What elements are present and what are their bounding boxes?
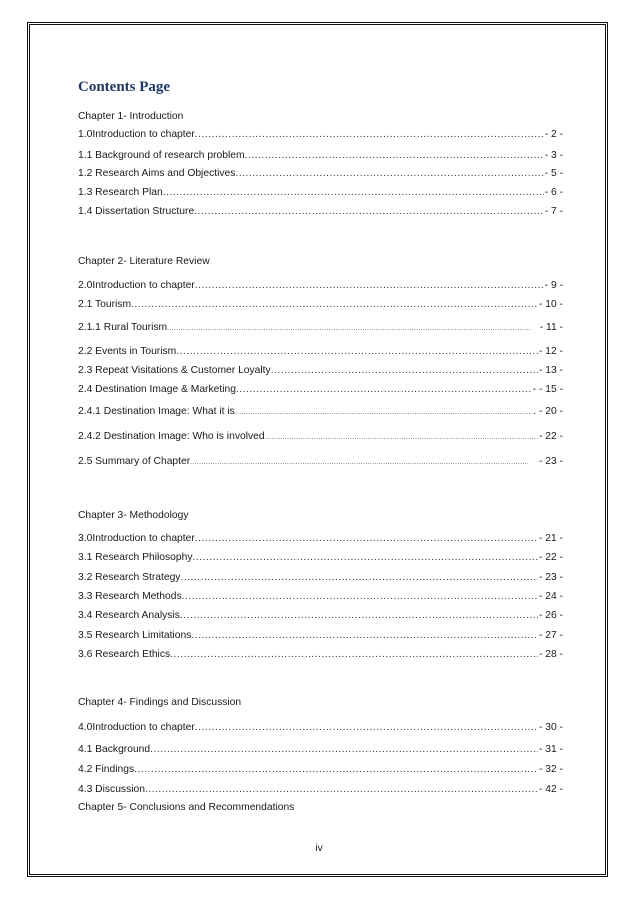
entry-text: 2.4 Destination Image & Marketing bbox=[78, 384, 236, 395]
entry-page: - 21 - bbox=[538, 533, 563, 544]
entry-page: - 31 - bbox=[538, 744, 563, 755]
entry-text: 2.1.1 Rural Tourism bbox=[78, 322, 168, 333]
entry-text: 2.2 Events in Tourism bbox=[78, 346, 177, 357]
chapter-5-title: Chapter 5- Conclusions and Recommendations bbox=[78, 802, 295, 813]
entry-text: 2.4.1 Destination Image: What it is bbox=[78, 406, 235, 417]
dot-leader bbox=[195, 129, 544, 140]
entry-text: 3.5 Research Limitations bbox=[78, 630, 192, 641]
page-title: Contents Page bbox=[78, 79, 171, 95]
toc-entry[interactable] bbox=[78, 280, 563, 291]
dot-leader bbox=[131, 299, 538, 310]
entry-number: 1.0 bbox=[78, 129, 93, 140]
toc-entry[interactable] bbox=[78, 744, 563, 755]
entry-page: - 7 - bbox=[544, 206, 563, 217]
dot-leader bbox=[145, 784, 538, 795]
dot-leader bbox=[167, 325, 530, 332]
toc-entry[interactable] bbox=[78, 168, 563, 179]
toc-entry[interactable] bbox=[78, 456, 563, 467]
entry-text: 4.1 Background bbox=[78, 744, 151, 755]
dot-leader bbox=[195, 722, 538, 733]
entry-page: - 26 - bbox=[538, 610, 563, 621]
dot-leader bbox=[236, 384, 532, 395]
toc-entry[interactable] bbox=[78, 129, 563, 140]
toc-entry[interactable] bbox=[78, 649, 563, 660]
dot-leader bbox=[190, 459, 529, 466]
dot-leader bbox=[235, 168, 543, 179]
entry-text: 1.1 Background of research problem bbox=[78, 150, 245, 161]
toc-entry[interactable] bbox=[78, 610, 563, 621]
dot-leader bbox=[195, 533, 538, 544]
entry-text: Introduction to chapter bbox=[92, 533, 195, 544]
chapter-2-title: Chapter 2- Literature Review bbox=[78, 256, 210, 267]
toc-entry[interactable] bbox=[78, 322, 563, 333]
entry-page: . - 20 - bbox=[533, 406, 563, 417]
toc-entry[interactable] bbox=[78, 591, 563, 602]
entry-page: - 22 - bbox=[538, 552, 563, 563]
entry-page: - 22 - bbox=[538, 431, 563, 442]
toc-entry[interactable] bbox=[78, 299, 563, 310]
entry-page: - 23 - bbox=[538, 456, 563, 467]
entry-text: 2.4.2 Destination Image: Who is involved bbox=[78, 431, 265, 442]
entry-page: - 28 - bbox=[538, 649, 563, 660]
dot-leader bbox=[163, 187, 544, 198]
entry-text: Introduction to chapter bbox=[92, 280, 195, 291]
toc-entry[interactable] bbox=[78, 150, 563, 161]
entry-text: 2.1 Tourism bbox=[78, 299, 132, 310]
toc-entry[interactable] bbox=[78, 346, 563, 357]
dot-leader bbox=[134, 764, 538, 775]
toc-entry[interactable] bbox=[78, 187, 563, 198]
toc-entry[interactable] bbox=[78, 572, 563, 583]
dot-leader bbox=[180, 610, 538, 621]
dot-leader bbox=[176, 346, 538, 357]
entry-page: - - 15 - bbox=[532, 384, 563, 395]
dot-leader bbox=[170, 649, 538, 660]
entry-text: 4.3 Discussion bbox=[78, 784, 145, 795]
chapter-3-title: Chapter 3- Methodology bbox=[78, 510, 189, 521]
entry-page: - 2 - bbox=[544, 129, 563, 140]
dot-leader bbox=[235, 409, 532, 416]
dot-leader bbox=[271, 365, 538, 376]
toc-entry[interactable] bbox=[78, 206, 563, 217]
page-number: iv bbox=[315, 842, 323, 854]
entry-text: 2.5 Summary of Chapter bbox=[78, 456, 191, 467]
dot-leader bbox=[265, 434, 538, 441]
entry-text: Introduction to chapter bbox=[92, 722, 195, 733]
toc-entry[interactable] bbox=[78, 552, 563, 563]
entry-text: 3.2 Research Strategy bbox=[78, 572, 181, 583]
entry-number: 4.0 bbox=[78, 722, 93, 733]
entry-text: 2.3 Repeat Visitations & Customer Loyalty bbox=[78, 365, 271, 376]
dot-leader bbox=[194, 206, 544, 217]
entry-page: - 9 - bbox=[544, 280, 563, 291]
toc-entry[interactable] bbox=[78, 533, 563, 544]
entry-text: 3.3 Research Methods bbox=[78, 591, 182, 602]
entry-page: - 13 - bbox=[538, 365, 563, 376]
entry-text: 3.1 Research Philosophy bbox=[78, 552, 193, 563]
toc-entry[interactable] bbox=[78, 431, 563, 442]
entry-page: - 30 - bbox=[538, 722, 563, 733]
chapter-4-title: Chapter 4- Findings and Discussion bbox=[78, 697, 242, 708]
entry-number: 2.0 bbox=[78, 280, 93, 291]
toc-entry[interactable] bbox=[78, 722, 563, 733]
entry-text: Introduction to chapter bbox=[92, 129, 195, 140]
dot-leader bbox=[182, 591, 538, 602]
toc-entry[interactable] bbox=[78, 384, 563, 395]
entry-page: - 6 - bbox=[544, 187, 563, 198]
entry-page: - 11 - bbox=[539, 322, 563, 333]
dot-leader bbox=[180, 572, 538, 583]
dot-leader bbox=[245, 150, 544, 161]
entry-text: 4.2 Findings bbox=[78, 764, 135, 775]
dot-leader bbox=[192, 552, 537, 563]
entry-page: - 24 - bbox=[538, 591, 563, 602]
toc-entry[interactable] bbox=[78, 406, 563, 417]
chapter-1-title: Chapter 1- Introduction bbox=[78, 111, 184, 122]
toc-entry[interactable] bbox=[78, 784, 563, 795]
entry-page: - 32 - bbox=[538, 764, 563, 775]
dot-leader bbox=[150, 744, 538, 755]
entry-number: 3.0 bbox=[78, 533, 93, 544]
entry-page: - 23 - bbox=[538, 572, 563, 583]
entry-page: - 10 - bbox=[538, 299, 563, 310]
entry-page: - 5 - bbox=[544, 168, 563, 179]
entry-page: - 27 - bbox=[538, 630, 563, 641]
dot-leader bbox=[191, 630, 538, 641]
entry-text: 3.4 Research Analysis bbox=[78, 610, 180, 621]
entry-text: 1.3 Research Plan bbox=[78, 187, 163, 198]
entry-page: - 3 - bbox=[544, 150, 563, 161]
entry-text: 1.4 Dissertation Structure bbox=[78, 206, 195, 217]
dot-leader bbox=[195, 280, 544, 291]
entry-text: 1.2 Research Aims and Objectives bbox=[78, 168, 236, 179]
toc-entry[interactable] bbox=[78, 630, 563, 641]
entry-page: - 42 - bbox=[538, 784, 563, 795]
toc-entry[interactable] bbox=[78, 365, 563, 376]
toc-entry[interactable] bbox=[78, 764, 563, 775]
entry-page: - 12 - bbox=[538, 346, 563, 357]
entry-text: 3.6 Research Ethics bbox=[78, 649, 171, 660]
